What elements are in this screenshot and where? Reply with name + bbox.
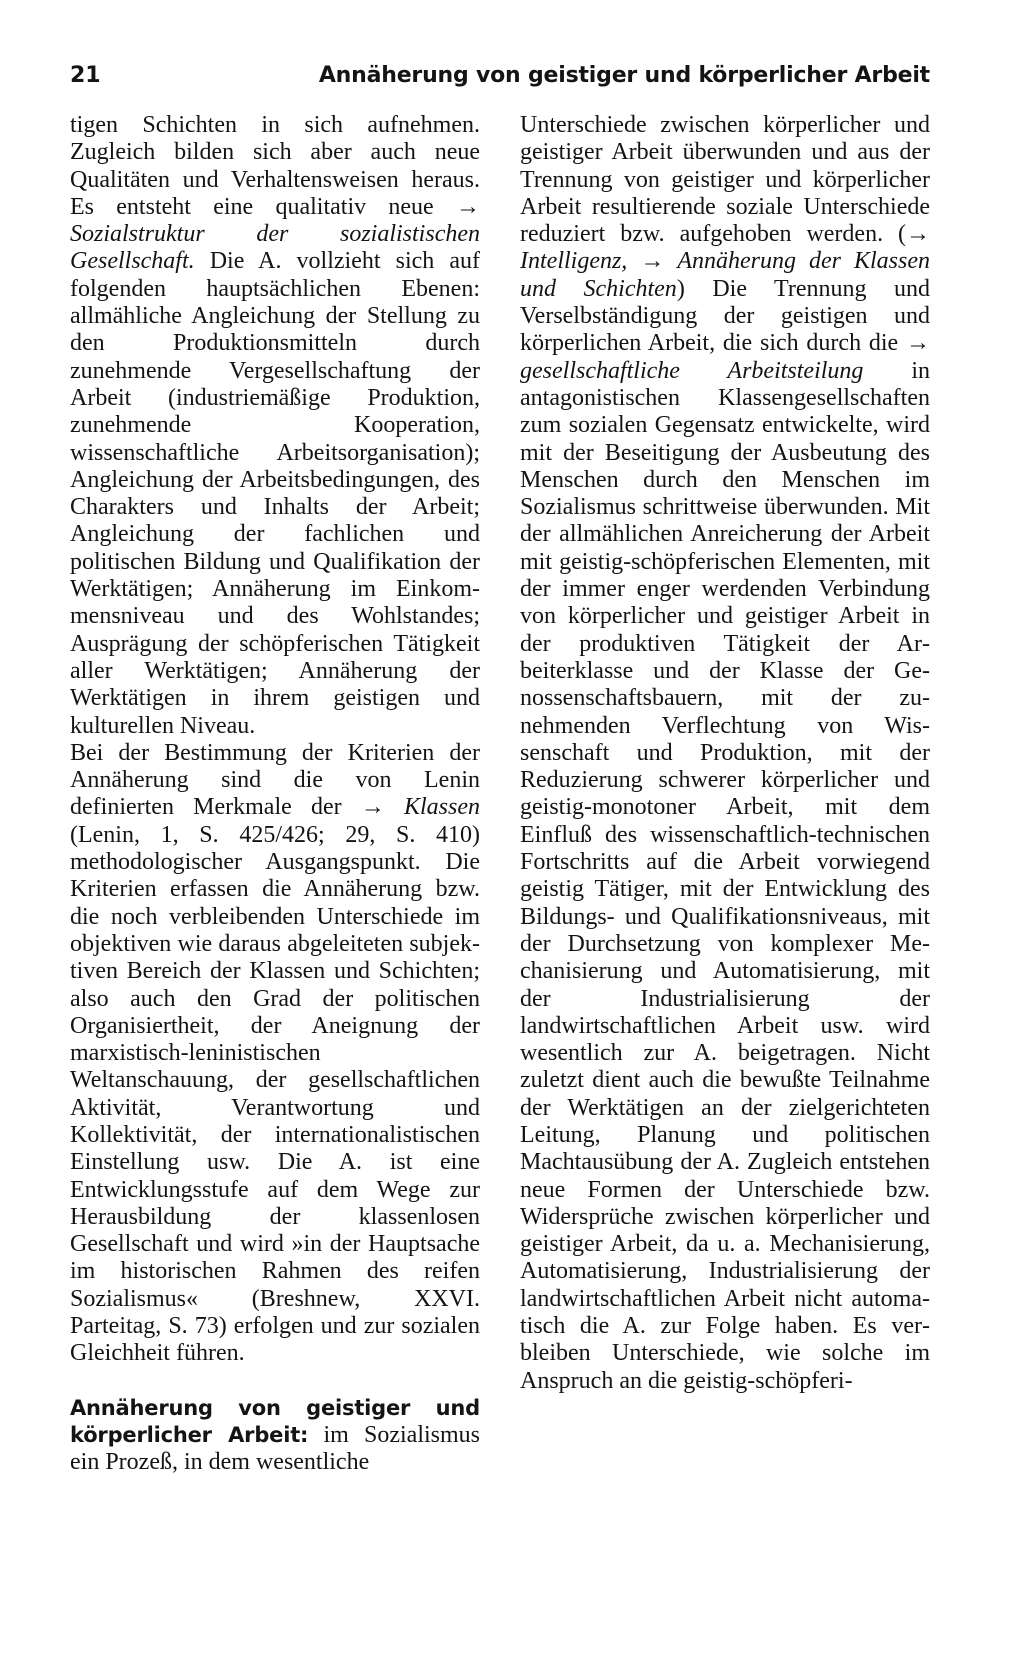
- left-paragraph-1: [70, 112, 480, 740]
- text-run: Unterschiede zwischen körperlicher und geistiger Arbeit überwunden und aus der Trennung von geistiger und körperlicher Arbeit resultierende soziale Unterschiede reduziert bzw. aufgehoben werden. (→: [520, 112, 930, 248]
- text-run: Bei der Bestimmung der Kriterien der Annäherung sind die von Lenin definierten Merkmale der →: [70, 739, 480, 821]
- left-column: [70, 112, 480, 1477]
- right-column: [520, 112, 930, 1395]
- left-paragraph-2: [70, 740, 480, 1368]
- cross-reference: Sozialstruktur der sozialistischen Gesellschaft.: [70, 221, 480, 275]
- cross-reference: Klassen: [403, 794, 480, 821]
- text-run: in antagonistischen Klassengesellschaften zum sozialen Gegensatz entwickelte, wird mit der Beseitigung der Ausbeutung des Menschen durch den Menschen im Sozialismus schrittweise überwunden. Mit der allmählichen Anreicherung der Arbeit mit geistig-schöpferischen Elementen, mit der immer enger werdenden Verbindung von körperlicher und geistiger Arbeit in der produktiven Tätigkeit der Arbeiterklasse und der Klasse der Genossenschaftsbauern, mit der zunehmenden Verflechtung von Wissenschaft und Produktion, mit der Reduzierung schwerer körperlicher und geistig-monotoner Arbeit, mit dem Einfluß des wissenschaftlich-technischen Fortschritts auf die Arbeit vorwiegend geistig Tätiger, mit der Entwicklung des Bildungs- und Qualifikationsniveaus, mit der Durchsetzung von komplexer Mechanisierung und Automatisierung, mit der Industrialisierung der landwirtschaftlichen Arbeit usw. wird wesentlich zur A. beigetragen. Nicht zuletzt dient auch die bewußte Teilnahme der Werktätigen an der zielgerichteten Leitung, Planung und politischen Machtausübung der A. Zugleich entstehen neue Formen der Unterschiede bzw. Widersprüche zwischen körperlicher und geistiger Arbeit, da u. a. Mechanisierung, Automatisierung, Industrialisierung der landwirtschaftlichen Arbeit nicht automatisch die A. zur Folge haben. Es verbleiben Unterschiede, wie solche im Anspruch an die geistig-schöpferi-: [520, 357, 931, 1394]
- right-paragraph-1: [520, 112, 930, 1395]
- running-head-title: Annäherung von geistiger und körperlicher Arbeit: [318, 63, 930, 88]
- entry-start-paragraph: [70, 1395, 480, 1477]
- page-number: 21: [70, 63, 101, 88]
- text-run: im Sozialismus ein Prozeß, in dem wesentliche: [70, 1421, 480, 1476]
- cross-reference: Annäherung der Klassen und Schichten: [520, 248, 930, 302]
- text-run: Die A. vollzieht sich auf folgenden hauptsächlichen Ebenen: allmähliche Angleichung der Stellung zu den Produktionsmitteln durch zunehmende Vergesellschaftung der Arbeit (industriemäßige Produktion, zunehmende Kooperation, wissenschaftliche Arbeitsorganisation); Angleichung der Arbeitsbedingungen, des Charakters und Inhalts der Arbeit; Angleichung der fachlichen und politischen Bildung und Qualifikation der Werktätigen; Annäherung im Einkommensniveau und des Wohlstandes; Ausprägung der schöpferischen Tätigkeit aller Werktätigen; Annäherung der Werktätigen in ihrem geistigen und kulturellen Niveau.: [70, 248, 480, 739]
- text-run: (Lenin, 1, S. 425/426; 29, S. 410) methodologischer Ausgangspunkt. Die Kriterien erfassen die Annäherung bzw. die noch verbleibenden Unterschiede im objektiven wie daraus abgeleiteten subjektiven Bereich der Klassen und Schichten; also auch den Grad der politischen Organisiertheit, der Aneignung der marxistisch-leninistischen Weltanschauung, der gesellschaftlichen Aktivität, Verantwortung und Kollektivität, der internationalistischen Einstellung usw. Die A. ist eine Entwicklungsstufe auf dem Wege zur Herausbildung der klassenlosen Gesellschaft und wird »in der Hauptsache im historischen Rahmen des reifen Sozialismus« (Breshnew, XXVI. Parteitag, S. 73) erfolgen und zur sozialen Gleichheit führen.: [70, 821, 480, 1367]
- cross-reference: Intelligenz,: [520, 248, 628, 275]
- running-head: [70, 56, 930, 96]
- text-run: tigen Schichten in sich aufnehmen. Zugleich bilden sich aber auch neue Qualitäten und Verhaltensweisen heraus. Es entsteht eine qualitativ neue →: [70, 112, 480, 220]
- text-run: ) Die Trennung und Verselbständigung der geistigen und körperlichen Arbeit, die sich durch die →: [520, 275, 931, 357]
- entry-keyword: Annäherung von geistiger und körperlicher Arbeit:: [70, 1395, 480, 1447]
- text-run: →: [627, 248, 678, 275]
- cross-reference: gesellschaftliche Arbeitsteilung: [520, 357, 864, 384]
